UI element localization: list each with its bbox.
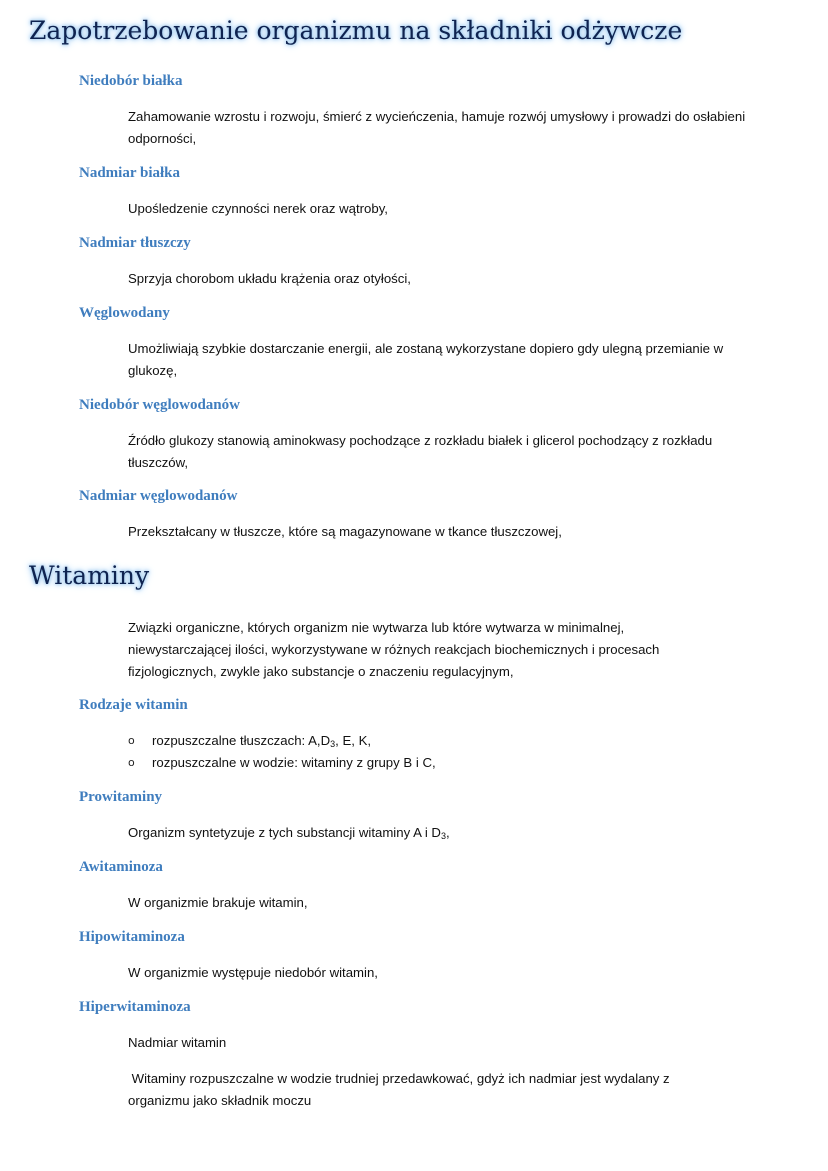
- text-hypervitaminosis-note: Witaminy rozpuszczalne w wodzie trudniej przedawkować, gdyż ich nadmiar jest wydalany z organizmu jako składnik moczu: [128, 1071, 674, 1108]
- text-avitaminosis: W organizmie brakuje witamin,: [128, 895, 308, 910]
- heading-protein-deficiency: Niedobór białka: [79, 73, 183, 89]
- text-provitamins: Organizm syntetyzuje z tych substancji witaminy A i $D_3$,: [128, 825, 450, 841]
- bullet-icon: o: [128, 756, 135, 769]
- heading-provitamins: Prowitaminy: [79, 789, 163, 805]
- text-hypovitaminosis: W organizmie występuje niedobór witamin,: [128, 965, 378, 980]
- heading-vitamin-types: Rodzaje witamin: [79, 697, 188, 713]
- heading-protein-excess: Nadmiar białka: [79, 165, 180, 181]
- text-carbohydrates: Umożliwiają szybkie dostarczanie energii, ale zostaną wykorzystane dopiero gdy ulegną przemianie w glukozę,: [128, 341, 724, 378]
- text-carb-deficiency: Źródło glukozy stanowią aminokwasy pochodzące z rozkładu białek i glicerol pochodzący z rozkładu tłuszczów,: [128, 433, 713, 470]
- text-protein-deficiency: Zahamowanie wzrostu i rozwoju, śmierć z wycieńczenia, hamuje rozwój umysłowy i prowadzi do osłabieni odporności,: [128, 109, 746, 146]
- text-fat-excess: Sprzyja chorobom układu krążenia oraz otyłości,: [128, 271, 411, 286]
- vitamins-title: Witaminy: [29, 561, 150, 590]
- list-item-water-soluble: o rozpuszczalne w wodzie: witaminy z grupy B i C,: [152, 752, 436, 774]
- heading-avitaminosis: Awitaminoza: [79, 859, 163, 875]
- text-protein-excess: Upośledzenie czynności nerek oraz wątroby,: [128, 201, 388, 216]
- text-carb-excess: Przekształcany w tłuszcze, które są magazynowane w tkance tłuszczowej,: [128, 524, 562, 539]
- heading-carb-deficiency: Niedobór węglowodanów: [79, 397, 240, 413]
- page-title: Zapotrzebowanie organizmu na składniki odżywcze: [29, 16, 683, 45]
- heading-carbohydrates: Węglowodany: [79, 305, 170, 321]
- vitamins-intro: Związki organiczne, których organizm nie wytwarza lub które wytwarza w minimalnej, niewystarczającej ilości, wykorzystywane w różnych reakcjach biochemicznych i procesach fizjologicznych, zwykle jako substancje o znaczeniu regulacyjnym,: [128, 620, 660, 679]
- text-hypervitaminosis: Nadmiar witamin: [128, 1035, 227, 1050]
- list-item-fat-soluble: o rozpuszczalne tłuszczach: $A,D_3$, E, K,: [152, 730, 371, 752]
- heading-carb-excess: Nadmiar węglowodanów: [79, 488, 238, 504]
- bullet-icon: o: [128, 734, 135, 747]
- heading-hypervitaminosis: Hiperwitaminoza: [79, 999, 191, 1015]
- heading-fat-excess: Nadmiar tłuszczy: [79, 235, 191, 251]
- heading-hypovitaminosis: Hipowitaminoza: [79, 929, 185, 945]
